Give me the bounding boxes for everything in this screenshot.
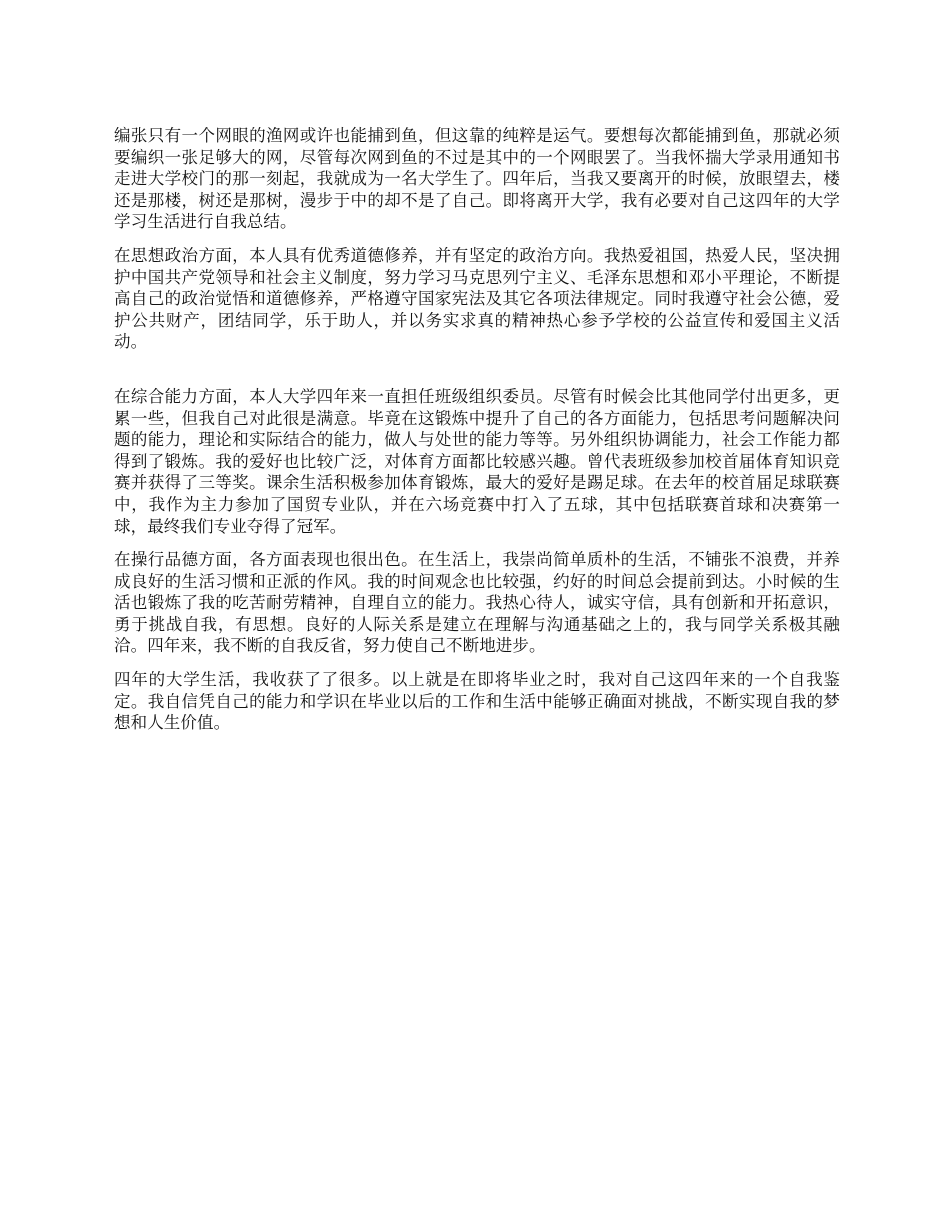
paragraph-politics: 在思想政治方面，本人具有优秀道德修养，并有坚定的政治方向。我热爱祖国，热爱人民，坚决拥护中国共产党领导和社会主义制度，努力学习马克思列宁主义、毛泽东思想和邓小平理论，不断提高自己的政治觉悟和道德修养，严格遵守国家宪法及其它各项法律规定。同时我遵守社会公德，爱护公共财产，团结同学，乐于助人，并以务实求真的精神热心参予学校的公益宣传和爱国主义活动。 xyxy=(114,245,840,352)
document-page xyxy=(114,125,840,746)
paragraph-intro: 编张只有一个网眼的渔网或许也能捕到鱼，但这靠的纯粹是运气。要想每次都能捕到鱼，那就必须要编织一张足够大的网，尽管每次网到鱼的不过是其中的一个网眼罢了。当我怀揣大学录用通知书走进大学校门的那一刻起，我就成为一名大学生了。四年后，当我又要离开的时候，放眼望去，楼还是那楼，树还是那树，漫步于中的却不是了自己。即将离开大学，我有必要对自己这四年的大学学习生活进行自我总结。 xyxy=(114,126,840,232)
paragraph-gap xyxy=(114,365,840,386)
paragraph-ability: 在综合能力方面，本人大学四年来一直担任班级组织委员。尽管有时候会比其他同学付出更多，更累一些，但我自己对此很是满意。毕竟在这锻炼中提升了自己的各方面能力，包括思考问题解决问题的能力，理论和实际结合的能力，做人与处世的能力等等。另外组织协调能力，社会工作能力都得到了锻炼。我的爱好也比较广泛，对体育方面都比较感兴趣。曾代表班级参加校首届体育知识竞赛并获得了三等奖。课余生活积极参加体育锻炼，最大的爱好是踢足球。在去年的校首届足球联赛中，我作为主力参加了国贸专业队，并在六场竞赛中打入了五球，其中包括联赛首球和决赛第一球，最终我们专业夺得了冠军。 xyxy=(114,386,840,536)
paragraph-conclusion: 四年的大学生活，我收获了了很多。以上就是在即将毕业之时，我对自己这四年来的一个自我鉴定。我自信凭自己的能力和学识在毕业以后的工作和生活中能够正确面对挑战，不断实现自我的梦想和人生价值。 xyxy=(114,670,840,733)
paragraph-conduct: 在操行品德方面，各方面表现也很出色。在生活上，我崇尚简单质朴的生活，不铺张不浪费，并养成良好的生活习惯和正派的作风。我的时间观念也比较强，约好的时间总会提前到达。小时候的生活也锻炼了我的吃苦耐劳精神，自理自立的能力。我热心待人，诚实守信，具有创新和开拓意识，勇于挑战自我，有思想。良好的人际关系是建立在理解与沟通基础之上的，我与同学关系极其融洽。四年来，我不断的自我反省，努力使自己不断地进步。 xyxy=(114,550,840,656)
